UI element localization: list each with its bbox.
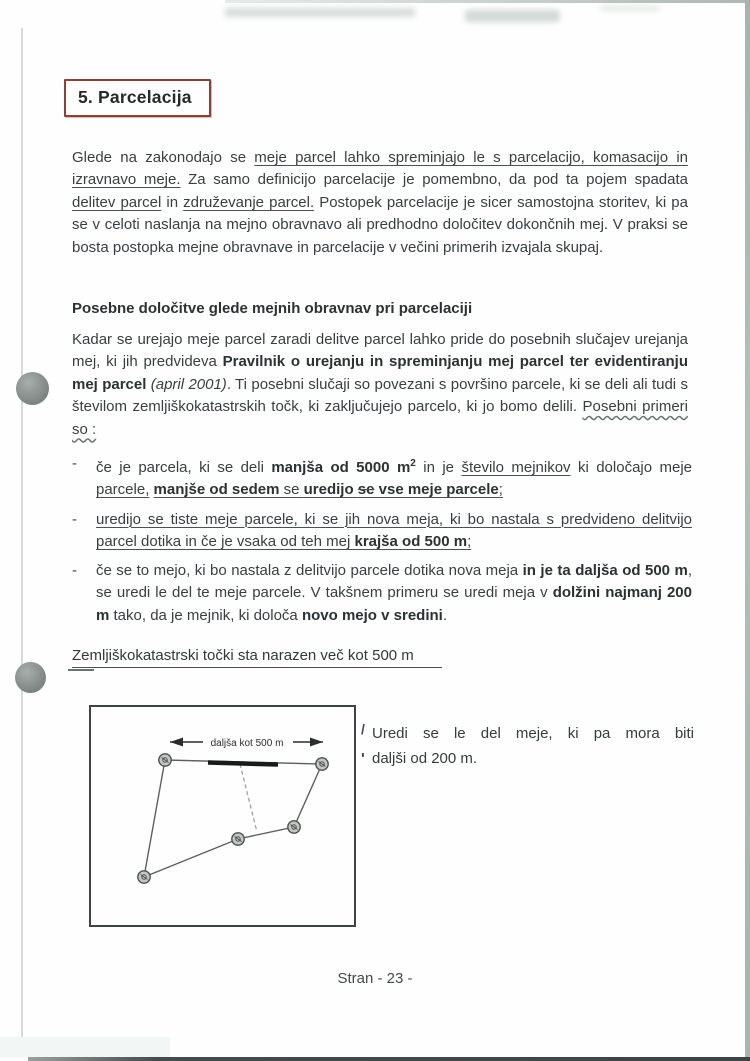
- text-segment: če se to mejo, ki bo nastala z delitvijo parcele dotika nova meja: [96, 562, 523, 580]
- text-segment: Kadar se urejajo meje parcel zaradi delitve parcel lahko pride do posebnih slučajev urejanja mej, ki jih predvideva: [72, 331, 688, 371]
- text-segment: Glede na zakonodajo se: [72, 149, 255, 166]
- note-line: [361, 721, 694, 746]
- chapter-title-box: [64, 79, 211, 117]
- arrow-label: daljša kot 500 m: [210, 738, 284, 749]
- underlined-text: parcele,: [96, 481, 150, 499]
- paragraph-special-cases: [72, 329, 688, 441]
- list-item-text: [96, 509, 692, 554]
- parcel-polygon: [144, 760, 322, 877]
- scan-shade: [0, 1037, 170, 1057]
- text-segment: Za samo definicijo parcelacije je pomembno, da pod ta pojem spadata: [180, 171, 688, 189]
- boundary-point-icon: [232, 833, 244, 845]
- underlined-text: se: [279, 481, 304, 499]
- bold-text: Pravilnik o urejanju in spreminjanju mej parcel ter evidentiranju mej parcel: [72, 353, 688, 393]
- list-item-text: [96, 560, 692, 627]
- section-heading: Posebne določitve glede mejnih obravnav pri parcelaciji: [72, 300, 473, 317]
- page-margin-line: [21, 28, 23, 1046]
- text-segment: ki določajo meje: [570, 459, 693, 476]
- binder-hole: [16, 372, 49, 405]
- boundary-point-icon: [316, 758, 328, 770]
- boundary-point-icon: [159, 754, 171, 766]
- handwritten-mark: ': [361, 751, 365, 768]
- bold-underlined-text: vse meje parcele: [374, 481, 499, 499]
- text-segment: in je: [415, 459, 462, 476]
- note-text: daljši od 200 m.: [372, 750, 478, 767]
- scan-smudge: [465, 10, 560, 22]
- note-line: [361, 746, 694, 771]
- underlined-text: ;: [467, 532, 472, 550]
- text-segment: in: [161, 193, 184, 211]
- paragraph-intro: [72, 147, 688, 259]
- underlined-text: ;: [498, 481, 503, 499]
- underlined-text: število mejnikov: [461, 459, 571, 476]
- parcel-diagram: [91, 707, 350, 921]
- italic-text: (april 2001): [150, 375, 227, 393]
- underlined-text: združevanje parcel.: [183, 193, 315, 211]
- diagram-box: [89, 705, 356, 927]
- division-dashed-line: [240, 764, 257, 832]
- bold-text: novo mejo v sredini: [301, 606, 443, 624]
- text-segment: Postopek parcelacije je sicer samostojna storitev, ki pa se v celoti naslanja na mejno obravnavo ali predhodno določitev dokončnih mej. V praksi se bosta postopka mejne obravnave in parcelacije v večini primerih izvajala skupaj.: [72, 193, 688, 256]
- bold-text: dolžini najmanj 200 m: [96, 584, 692, 624]
- bold-underlined-text: uredijo: [303, 481, 358, 499]
- list-dash: -: [72, 562, 77, 580]
- scan-edge-right: [745, 0, 750, 1061]
- text-segment: . Ti posebni slučaji so povezani s površino parcele, ki se deli ali tudi s številom zemljiškokatastrskih točk, ki zaključujejo parcelo, ki jo bomo delili.: [72, 375, 688, 416]
- page-number: Stran - 23 -: [337, 970, 413, 987]
- bold-underlined-text: krajša od 500 m: [354, 532, 468, 550]
- bold-text: [271, 459, 416, 476]
- sub-heading: Zemljiškokatastrski točki sta narazen več kot 500 m: [72, 647, 442, 668]
- underlined-text: delitev parcel: [72, 193, 162, 211]
- bold-text: in je ta daljša od 500 m: [522, 562, 688, 580]
- diagram-note: [361, 721, 694, 771]
- new-boundary-segment: [208, 763, 278, 765]
- struck-word: se: [357, 481, 375, 499]
- bold-underlined-text: manjše od sedem: [153, 481, 280, 499]
- scan-edge-bottom: [28, 1057, 750, 1061]
- wavy-underlined-text: Posebni primeri so :: [72, 398, 688, 438]
- note-text: Uredi se le del meje, ki pa mora biti: [372, 725, 694, 742]
- boundary-point-icon: [138, 871, 150, 883]
- underlined-text: uredijo se tiste meje parcele, ki se jih nova meja, ki bo nastala s predvideno delitvijo parcel dotika in če je vsaka od teh mej: [96, 510, 692, 550]
- list-item: [72, 509, 692, 554]
- underlined-text: meje parcel lahko spreminjajo le s parcelacijo, komasacijo in izravnavo meje.: [72, 149, 688, 189]
- chapter-title: 5. Parcelacija: [78, 87, 192, 107]
- scan-edge-top: [225, 0, 750, 3]
- text-segment: če je parcela, ki se deli: [96, 459, 272, 476]
- list-item: [72, 453, 692, 502]
- handwritten-mark: /: [361, 721, 365, 737]
- special-cases-list: [72, 453, 692, 634]
- text-segment: , se uredi le del te meje parcele. V takšnem primeru se uredi meja v: [96, 562, 692, 602]
- text-segment: .: [442, 606, 447, 624]
- boundary-point-icon: [288, 821, 300, 833]
- list-item: [72, 560, 692, 627]
- bold-text-part: manjša od 5000 m: [271, 459, 411, 476]
- list-dash: -: [72, 510, 77, 528]
- list-item-text: [96, 453, 692, 502]
- text-segment: tako, da je mejnik, ki določa: [109, 606, 302, 624]
- scan-smudge: [225, 8, 415, 17]
- list-dash: -: [72, 455, 77, 472]
- superscript: 2: [410, 458, 416, 469]
- binder-hole: [15, 662, 46, 693]
- length-arrow: [170, 734, 323, 749]
- scan-smudge: [600, 6, 660, 11]
